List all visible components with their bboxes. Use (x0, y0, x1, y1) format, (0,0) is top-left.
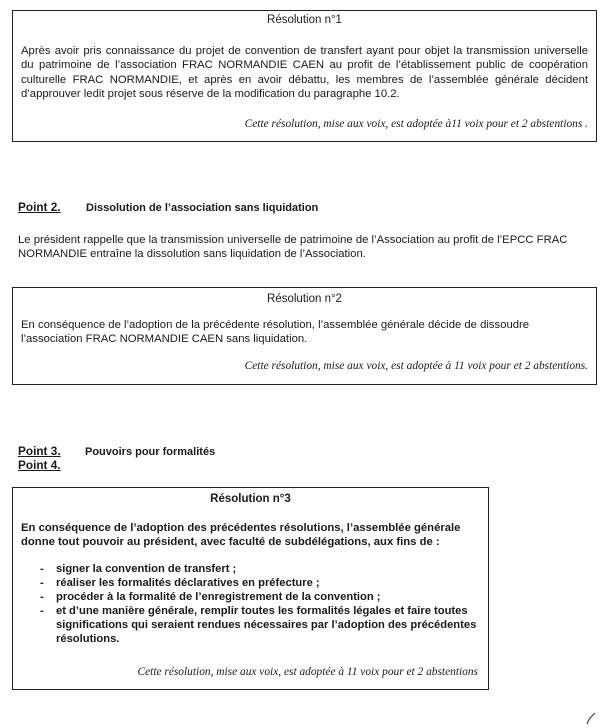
resolution-3-intro: En conséquence de l’adoption des précédentes résolutions, l’assemblée générale donne tout pouvoir au président, avec faculté de subdélégations, aux fins de : (21, 522, 461, 549)
resolution-3-list (21, 562, 480, 646)
list-item: - réaliser les formalités déclaratives en préfecture ; (40, 576, 320, 589)
point-2-heading (18, 200, 318, 215)
resolution-2-box (12, 287, 597, 385)
point-2-body: Le président rappelle que la transmission universelle de patrimoine de l’Association au profit de l’EPCC FRAC NORMANDIE entraîne la dissolution sans liquidation de l’Association. (18, 234, 568, 261)
point-4-heading (18, 458, 61, 472)
dash-bullet: - (40, 576, 44, 589)
resolution-3-box (12, 487, 489, 690)
point-3-heading (18, 444, 215, 459)
resolution-3-vote: Cette résolution, mise aux voix, est adoptée à 11 voix pour et 2 abstentions (137, 665, 478, 678)
list-item: - procéder à la formalité de l’enregistrement de la convention ; (40, 590, 381, 603)
resolution-3-title: Résolution n°3 (210, 493, 291, 505)
point-4-number: Point 4. (18, 458, 61, 472)
resolution-1-vote: Cette résolution, mise aux voix, est adoptée à11 voix pour et 2 abstentions . (244, 117, 588, 130)
resolution-1-body: Après avoir pris connaissance du projet de convention de transfert ayant pour objet la transmission universelle du patrimoine de l’association FRAC NORMANDIE CAEN au profit de l’établissement public de coopération culturelle FRAC NORMANDIE, et après en avoir débattu, les membres de l’assemblée générale décident d’approuver ledit projet sous réserve de la modification du paragraphe 10.2. (21, 45, 588, 101)
handwritten-mark-icon (584, 712, 598, 726)
point-3-title: Pouvoirs pour formalités (85, 446, 216, 458)
point-2-title: Dissolution de l’association sans liquidation (86, 202, 319, 214)
list-item: - signer la convention de transfert ; (40, 562, 237, 575)
dash-bullet: - (40, 604, 44, 617)
list-item: - et d’une manière générale, remplir toutes les formalités légales et faire toutes significations qui seraient rendues nécessaires par l’adoption des précédentes résolutions. (40, 604, 477, 645)
resolution-2-vote: Cette résolution, mise aux voix, est adoptée à 11 voix pour et 2 abstentions. (244, 359, 588, 372)
dash-bullet: - (40, 562, 44, 575)
point-3-number: Point 3. (18, 444, 61, 458)
dash-bullet: - (40, 590, 44, 603)
resolution-1-title: Résolution n°1 (267, 14, 342, 26)
resolution-2-body: En conséquence de l’adoption de la précédente résolution, l’assemblée générale décide de dissoudre l’association FRAC NORMANDIE CAEN sans liquidation. (21, 319, 530, 346)
resolution-1-box (12, 10, 597, 142)
point-2-number: Point 2. (18, 200, 61, 214)
resolution-2-title: Résolution n°2 (267, 293, 342, 305)
